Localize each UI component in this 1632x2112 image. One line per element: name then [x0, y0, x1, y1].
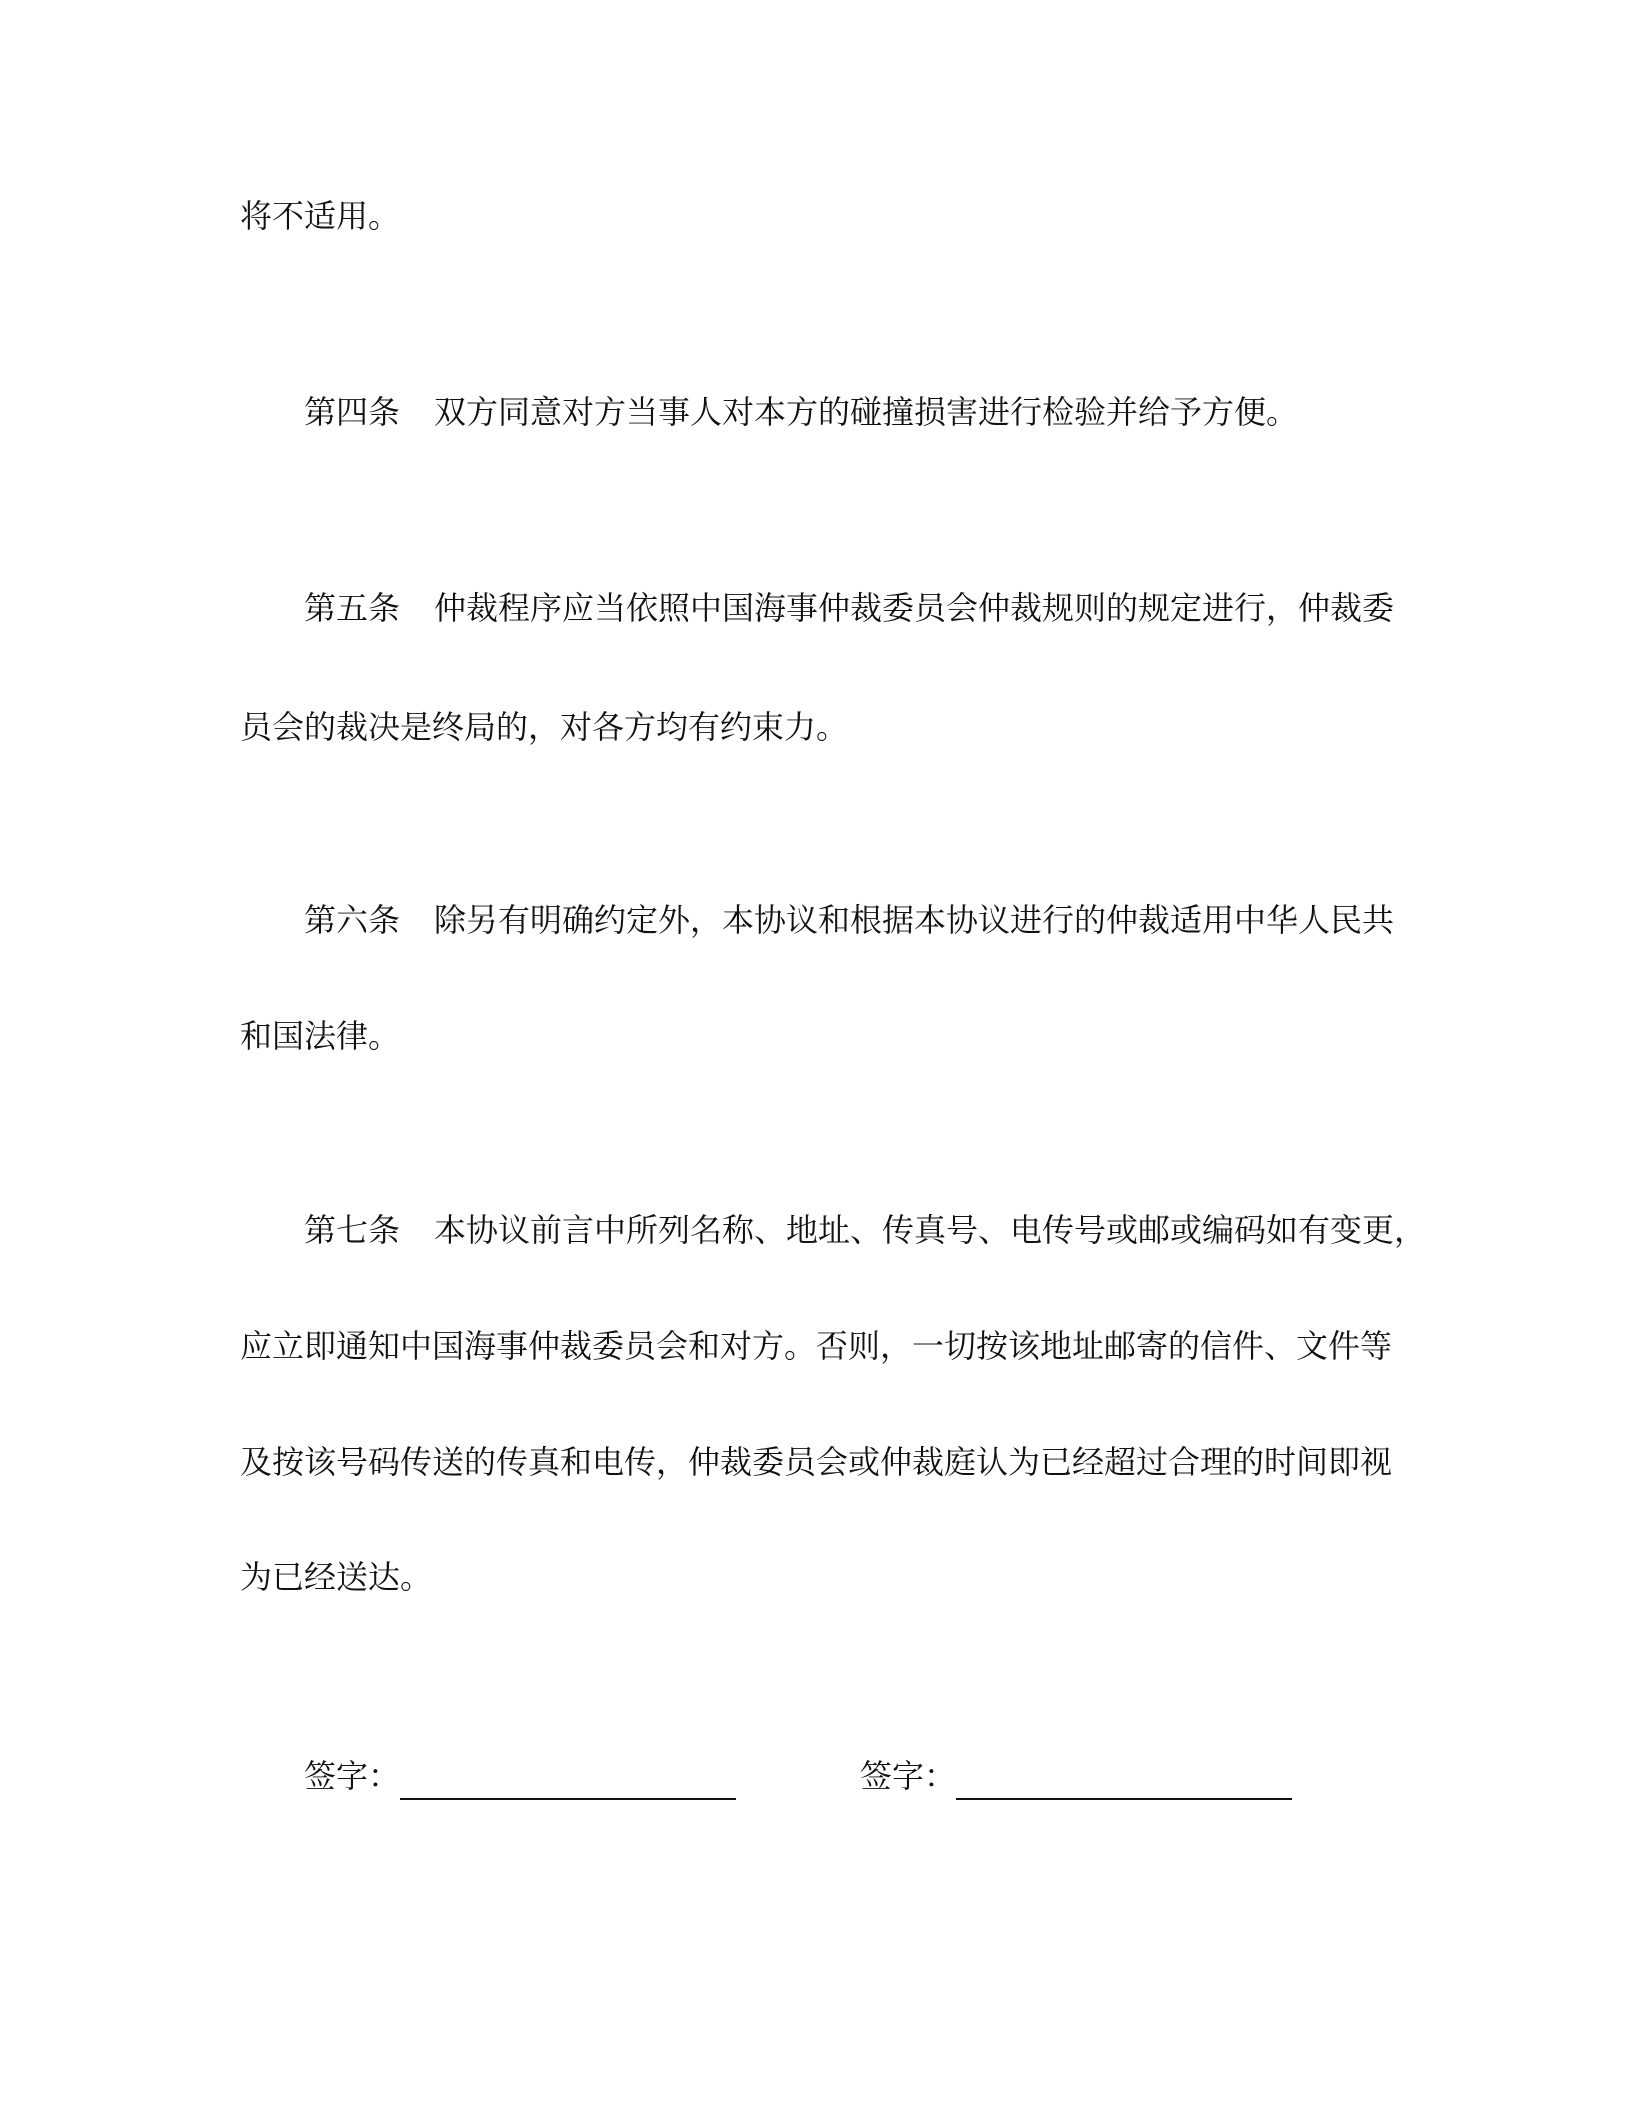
article-4-number: 第四条: [304, 393, 401, 431]
signature-line-left[interactable]: [400, 1798, 736, 1800]
article-5-text-2: 员会的裁决是终局的，对各方均有约束力。: [240, 708, 849, 746]
article-7-number: 第七条: [304, 1211, 401, 1249]
article-7-line-1: [304, 1206, 1426, 1254]
signature-label-right: 签字：: [860, 1757, 957, 1795]
article-6-line-1: [304, 896, 1394, 944]
continuation-line: 将不适用。: [240, 197, 401, 235]
signature-block-right: [860, 1752, 956, 1800]
article-6-text-2: 和国法律。: [240, 1017, 401, 1055]
article-6-text-1: 除另有明确约定外，本协议和根据本协议进行的仲裁适用中华人民共: [434, 901, 1395, 939]
signature-line-right[interactable]: [956, 1798, 1292, 1800]
signature-block-left: [304, 1752, 400, 1800]
article-7-text-3: 及按该号码传送的传真和电传，仲裁委员会或仲裁庭认为已经超过合理的时间即视: [240, 1443, 1393, 1481]
article-4-text-1: 双方同意对方当事人对本方的碰撞损害进行检验并给予方便。: [434, 393, 1299, 431]
article-7-text-2: 应立即通知中国海事仲裁委员会和对方。否则，一切按该地址邮寄的信件、文件等: [240, 1327, 1393, 1365]
signature-label-left: 签字：: [304, 1757, 401, 1795]
article-4-line-1: [304, 388, 1298, 436]
article-5-line-1: [304, 584, 1394, 632]
article-6-number: 第六条: [304, 901, 401, 939]
article-5-number: 第五条: [304, 589, 401, 627]
article-5-text-1: 仲裁程序应当依照中国海事仲裁委员会仲裁规则的规定进行，仲裁委: [434, 589, 1395, 627]
article-7-text-4: 为已经送达。: [240, 1558, 433, 1596]
article-7-text-1: 本协议前言中所列名称、地址、传真号、电传号或邮或编码如有变更，: [434, 1211, 1427, 1249]
